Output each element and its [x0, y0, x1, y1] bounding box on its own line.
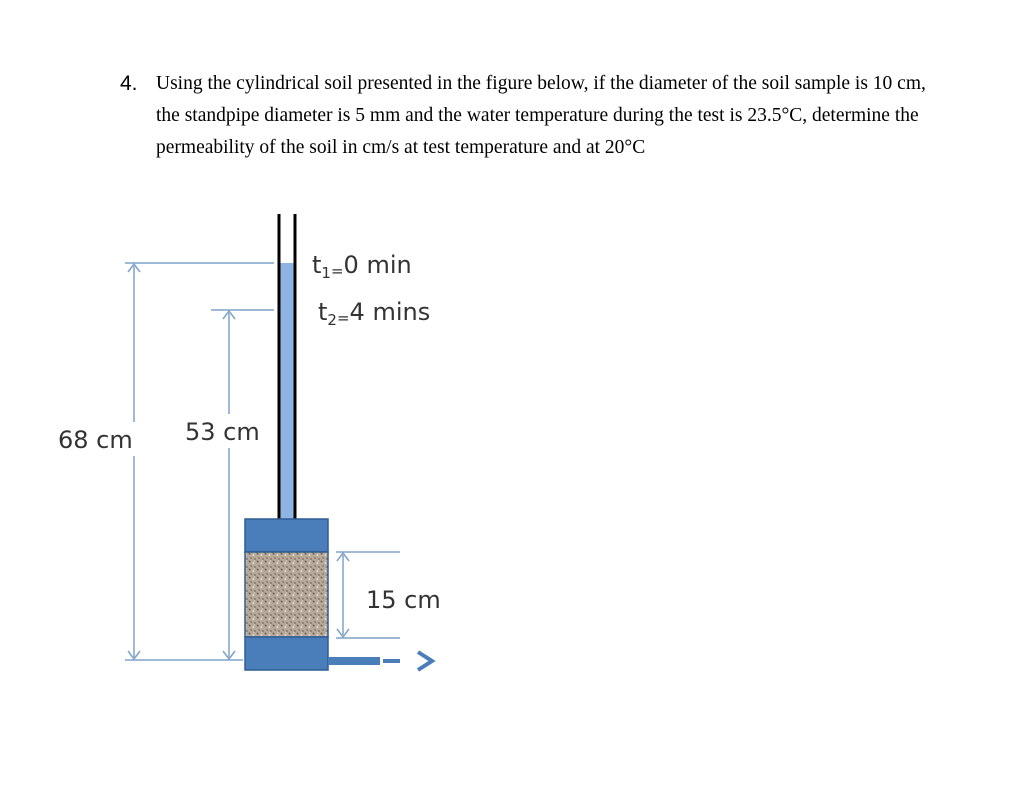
- flow-arrow-icon: [418, 652, 432, 670]
- standpipe-water: [280, 263, 294, 519]
- label-t1: $t_1=0$ min: [312, 251, 412, 282]
- question-number: 4.: [120, 72, 138, 95]
- soil-sample: [245, 552, 328, 637]
- container-bottom-water: [245, 637, 328, 670]
- label-15cm: 15 cm: [366, 586, 441, 614]
- label-53cm: 53 cm: [185, 418, 260, 446]
- container-top-water: [245, 519, 328, 552]
- question-text: Using the cylindrical soil presented in the figure below, if the diameter of the soil sample is 10 cm, the standpipe diameter is 5 mm and the water temperature during the test is 23.5°C, determine the permeability of the soil in cm/s at test temperature and at 20°C: [156, 73, 926, 158]
- label-68cm: 68 cm: [58, 426, 133, 454]
- outlet-pipe: [328, 657, 380, 665]
- label-t2: $t_2=4$ mins: [318, 298, 431, 329]
